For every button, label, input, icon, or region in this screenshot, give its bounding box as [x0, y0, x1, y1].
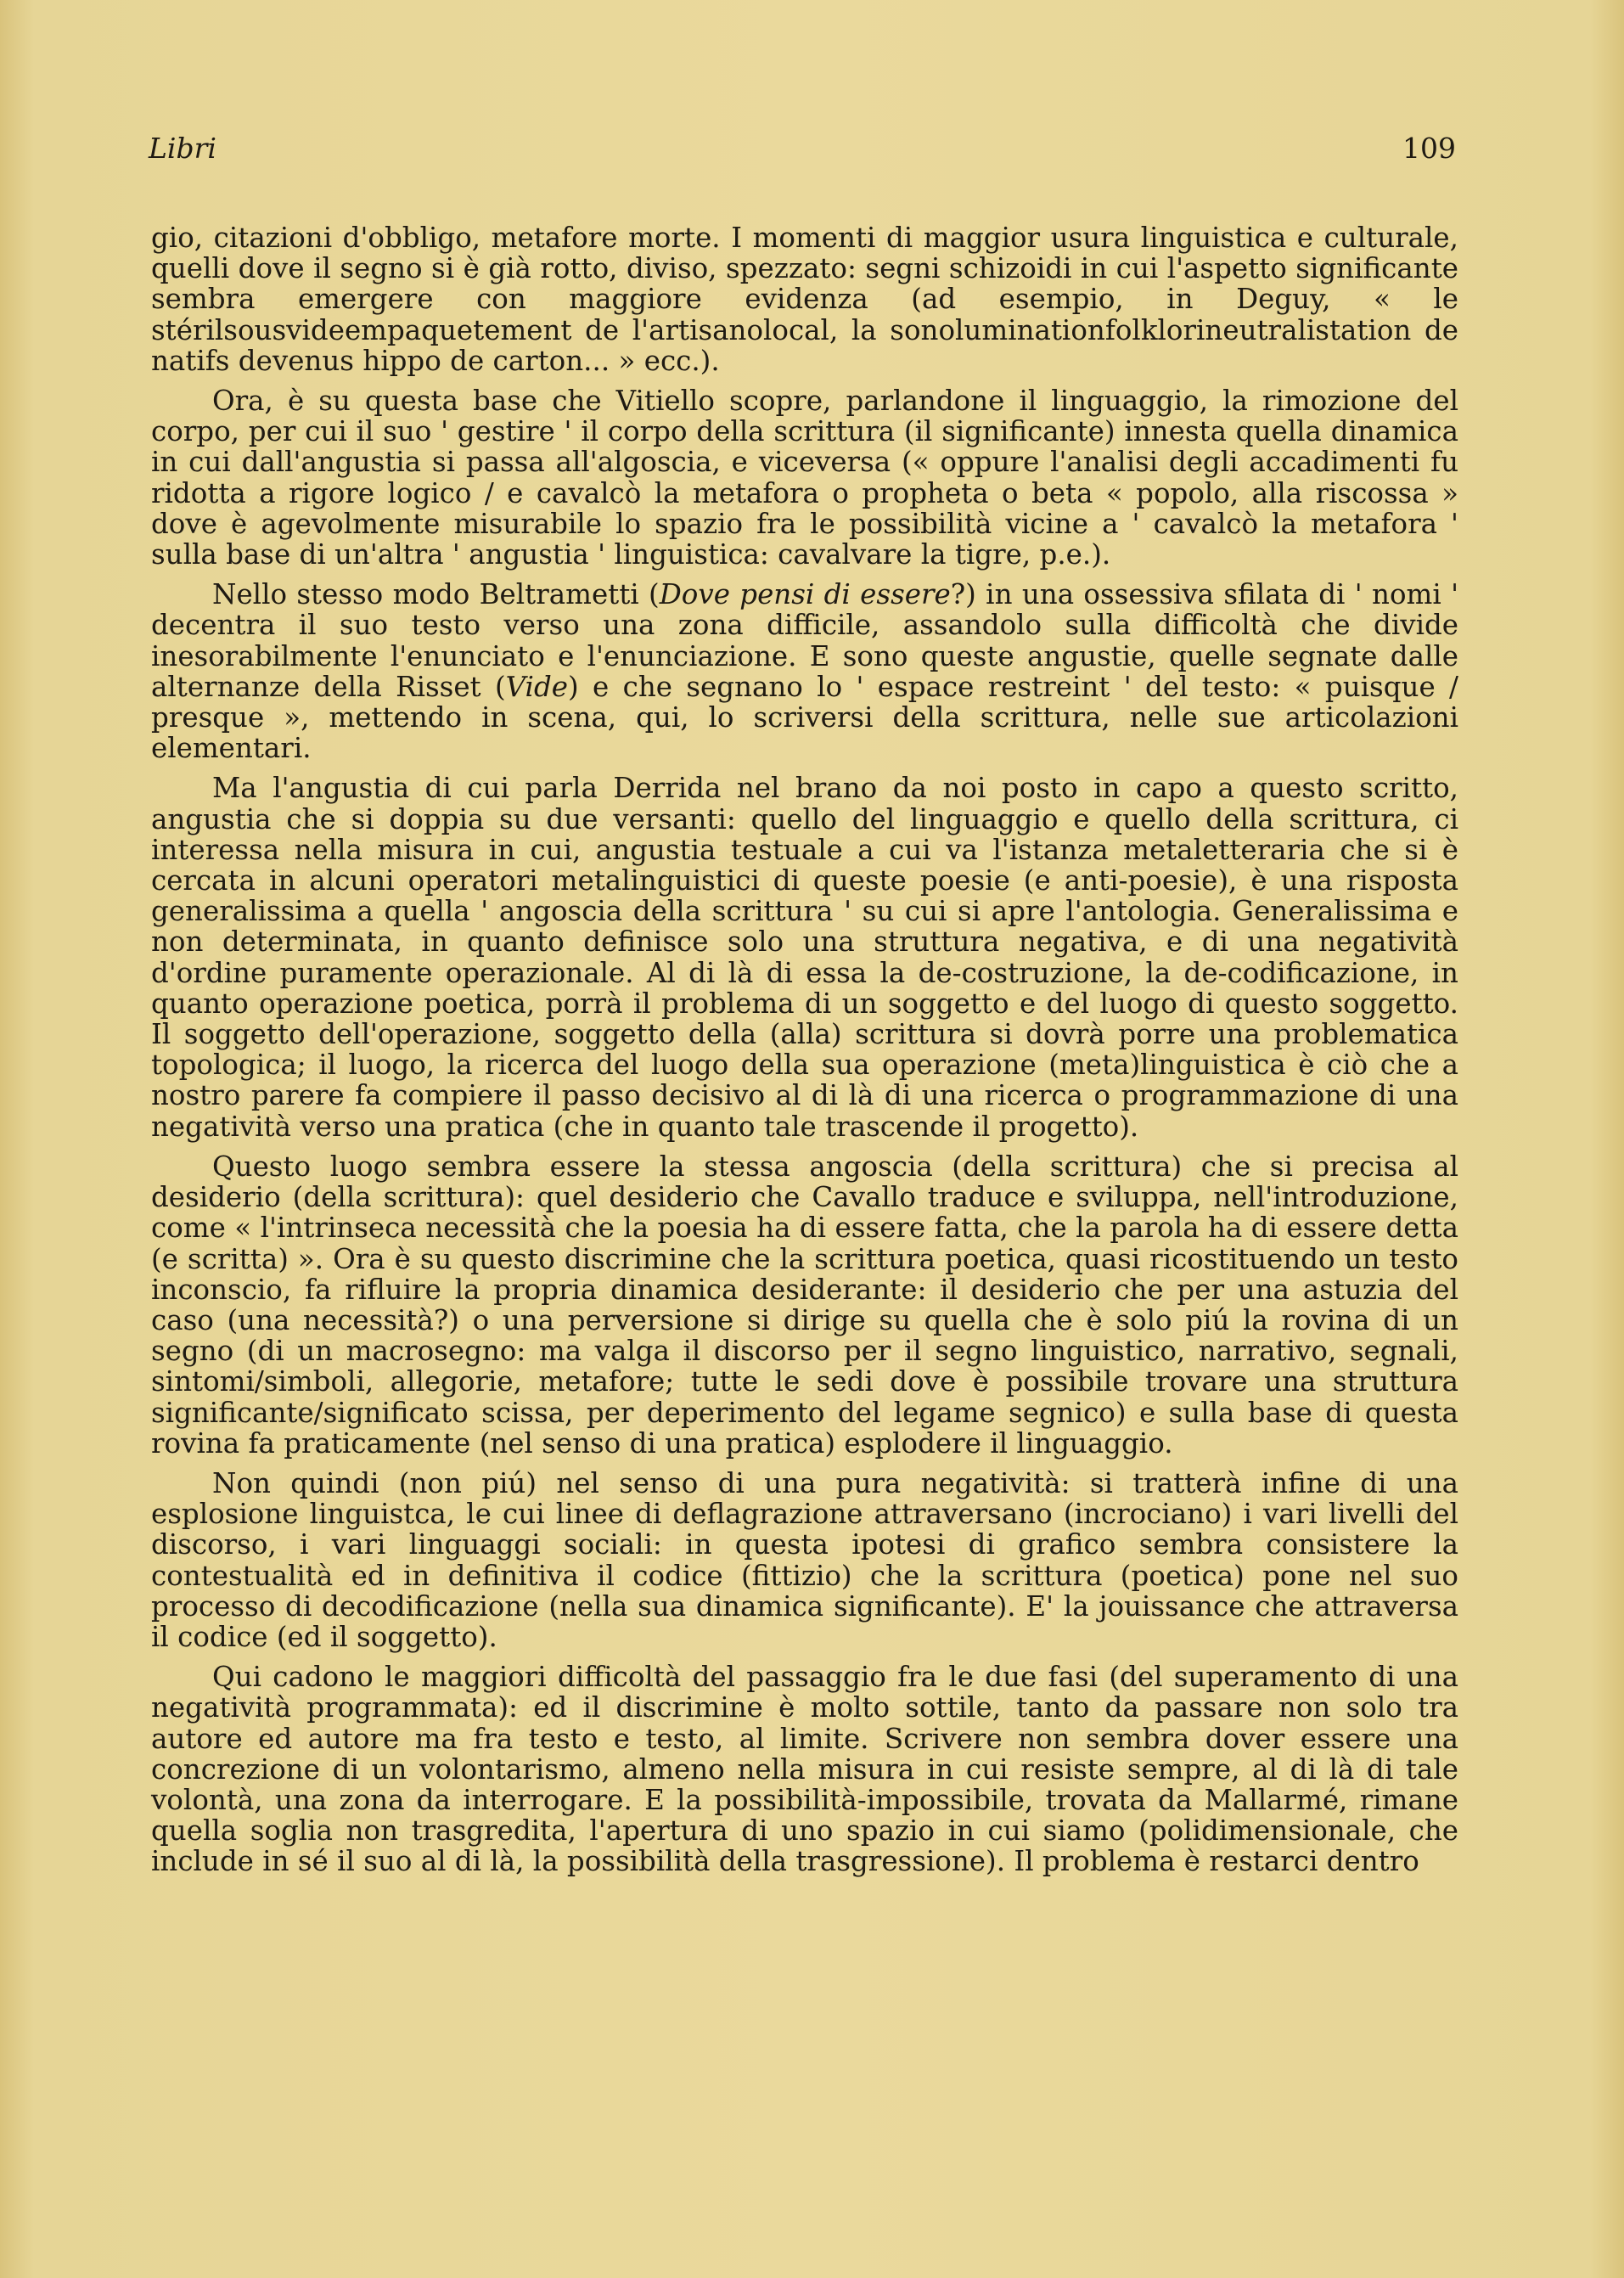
paragraph	[151, 773, 1458, 1141]
paragraph	[151, 1151, 1458, 1459]
paragraph	[151, 1468, 1458, 1652]
text-run: Ora, è su questa base che Vitiello scopre, parlandone il linguaggio, la rimozione del corpo, per cui il suo ' gestire ' il corpo della scrittura (il significante) innesta quella dinamica in cui dall'angustia si passa all'algoscia, e viceversa (« oppure l'analisi degli accadimenti fu ridotta a rigore logico / e cavalcò la metafora o propheta o beta « popolo, alla riscossa » dove è agevolmente misurabile lo spazio fra le possibilità vicine a ' cavalcò la metafora ' sulla base di un'altra ' angustia ' linguistica: cavalvare la tigre, p.e.).	[151, 385, 1458, 571]
italic-title: Vide	[505, 670, 568, 703]
paragraph	[151, 222, 1458, 376]
text-run: Questo luogo sembra essere la stessa angoscia (della scrittura) che si precisa al desiderio (della scrittura): quel desiderio che Cavallo traduce e sviluppa, nell'introduzione, come « l'intrinseca necessità che la poesia ha di essere fatta, che la parola ha di essere detta (e scritta) ». Ora è su questo discrimine che la scrittura poetica, quasi ricostituendo un testo inconscio, fa rifluire la propria dinamica desiderante: il desiderio che per una astuzia del caso (una necessità?) o una perversione si dirige su quella che è solo piú la rovina di un segno (di un macrosegno: ma valga il discorso per il segno linguistico, narrativo, segnali, sintomi/simboli, allegorie, metafore; tutte le sedi dove è possibile trovare una struttura significante/significato scissa, per deperimento del legame segnico) e sulla base di questa rovina fa praticamente (nel senso di una pratica) esplodere il linguaggio.	[151, 1150, 1458, 1460]
text-run: gio, citazioni d'obbligo, metafore morte. I momenti di maggior usura linguistica e culturale, quelli dove il segno si è già rotto, diviso, spezzato: segni schizoidi in cui l'aspetto significante sembra emergere con maggiore evidenza (ad esempio, in Deguy, « le stérilsousvideempaquetement de l'artisanolocal, la sonoluminationfolklorineutralistation de natifs devenus hippo de carton... » ecc.).	[151, 222, 1458, 377]
text-run: Non quindi (non piú) nel senso di una pura negatività: si tratterà infine di una esplosione linguistca, le cui linee di deflagrazione attraversano (incrociano) i vari livelli del discorso, i vari linguaggi sociali: in questa ipotesi di grafico sembra consistere la contestualità ed in definitiva il codice (fittizio) che la scrittura (poetica) pone nel suo processo di decodificazione (nella sua dinamica significante). E' la jouissance che attraversa il codice (ed il soggetto).	[151, 1466, 1458, 1653]
paragraph	[151, 385, 1458, 570]
text-run: Ma l'angustia di cui parla Derrida nel brano da noi posto in capo a questo scritto, angustia che si doppia su due versanti: quello del linguaggio e quello della scrittura, ci interessa nella misura in cui, angustia testuale a cui va l'istanza metaletteraria che si è cercata in alcuni operatori metalinguistici di queste poesie (e anti-poesie), è una risposta generalissima a quella ' angoscia della scrittura ' su cui si apre l'antologia. Generalissima e non determinata, in quanto definisce solo una struttura negativa, e di una negatività d'ordine puramente operazionale. Al di là di essa la de-costruzione, la de-codificazione, in quanto operazione poetica, porrà il problema di un soggetto e del luogo di questo soggetto. Il soggetto dell'operazione, soggetto della (alla) scrittura si dovrà porre una problematica topologica; il luogo, la ricerca del luogo della sua operazione (meta)linguistica è ciò che a nostro parere fa compiere il passo decisivo al di là di una ricerca o programmazione di una negatività verso una pratica (che in quanto tale trascende il progetto).	[151, 772, 1458, 1143]
paragraph	[151, 1662, 1458, 1876]
text-run: Nello stesso modo Beltrametti (	[212, 578, 660, 611]
paragraph	[151, 579, 1458, 763]
section-title: Libri	[149, 132, 216, 165]
text-run: ) e che segnano lo ' espace restreint ' del testo: « puisque / presque », mettendo in scena, qui, lo scriversi della scrittura, nelle sue articolazioni elementari.	[151, 670, 1458, 765]
page-number: 109	[1402, 132, 1456, 165]
body-text	[151, 222, 1458, 1887]
italic-title: Dove pensi di essere	[659, 578, 951, 611]
text-run: Qui cadono le maggiori difficoltà del passaggio fra le due fasi (del superamento di una negatività programmata): ed il discrimine è molto sottile, tanto da passare non solo tra autore ed autore ma fra testo e testo, al limite. Scrivere non sembra dover essere una concrezione di un volontarismo, almeno nella misura in cui resiste sempre, al di là di tale volontà, una zona da interrogare. E la possibilità-impossibile, trovata da Mallarmé, rimane quella soglia non trasgredita, l'apertura di uno spazio in cui siamo (polidimensionale, che include in sé il suo al di là, la possibilità della trasgressione). Il problema è restarci dentro	[151, 1661, 1458, 1878]
text-run: ?) in una ossessiva sfilata di ' nomi ' decentra il suo testo verso una zona difficile, assandolo sulla difficoltà che divide inesorabilmente l'enunciato e l'enunciazione. E sono queste angustie, quelle segnate dalle alternanze della Risset (	[151, 578, 1459, 703]
running-head	[149, 132, 1456, 165]
